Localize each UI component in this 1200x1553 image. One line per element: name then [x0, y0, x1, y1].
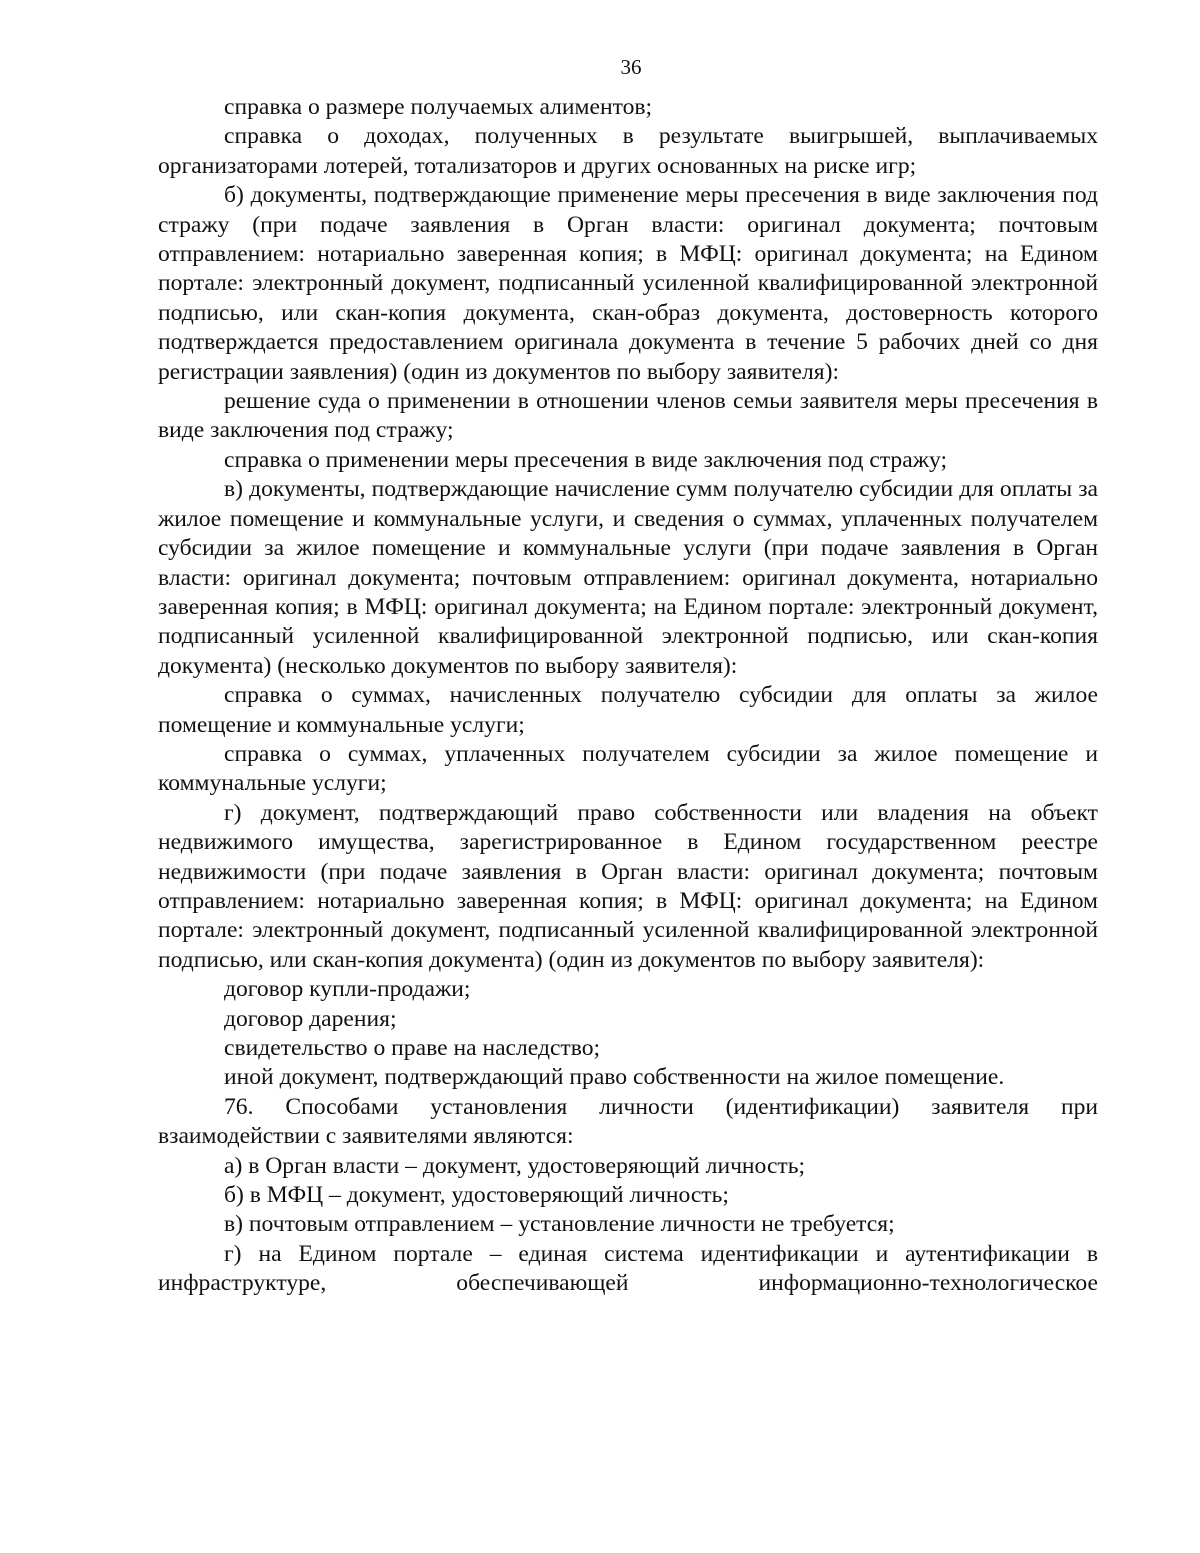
- paragraph-court-decision: решение суда о применении в отношении членов семьи заявителя меры пресечения в виде заключения под стражу;: [158, 388, 1098, 444]
- paragraph-item-v-subsidy-documents: в) документы, подтверждающие начисление сумм получателю субсидии для оплаты за жилое помещение и коммунальные услуги, и сведения о суммах, уплаченных получателем субсидии за жилое помещение и коммунальные услуги (при подаче заявления в Орган власти: оригинал документа; почтовым отправлением: оригинал документа, нотариально заверенная копия; в МФЦ: оригинал документа; на Едином портале: электронный документ, подписанный усиленной квалифицированной электронной подписью, или скан-копия документа) (несколько документов по выбору заявителя):: [158, 476, 1098, 679]
- document-body: [158, 93, 1098, 1299]
- paragraph-paid-sums-certificate: справка о суммах, уплаченных получателем субсидии за жилое помещение и коммунальные услуги;: [158, 740, 1098, 797]
- page-number: 36: [620, 55, 642, 79]
- paragraph-sale-contract: договор купли-продажи;: [224, 976, 471, 1003]
- paragraph-identification-mfc: б) в МФЦ – документ, удостоверяющий личность;: [224, 1182, 729, 1209]
- paragraph-identification-portal: г) на Едином портале – единая система идентификации и аутентификации в инфраструктуре, обеспечивающей информационно-технологическое: [158, 1240, 1098, 1297]
- paragraph-gift-contract: договор дарения;: [224, 1005, 397, 1032]
- paragraph-identification-post: в) почтовым отправлением – установление личности не требуется;: [224, 1211, 895, 1238]
- paragraph-inheritance-certificate: свидетельство о праве на наследство;: [224, 1035, 601, 1061]
- paragraph-lottery-income-certificate: справка о доходах, полученных в результате выигрышей, выплачиваемых организаторами лотерей, тотализаторов и других основанных на риске игр;: [158, 123, 1098, 179]
- paragraph-item-g-ownership-document: г) документ, подтверждающий право собственности или владения на объект недвижимого имущества, зарегистрированное в Едином государственном реестре недвижимости (при подаче заявления в Орган власти: оригинал документа; почтовым отправлением: нотариально заверенная копия; в МФЦ: оригинал документа; на Едином портале: электронный документ, подписанный усиленной квалифицированной электронной подписью, или скан-копия документа) (один из документов по выбору заявителя):: [158, 799, 1098, 973]
- paragraph-accrued-sums-certificate: справка о суммах, начисленных получателю субсидии для оплаты за жилое помещение и коммунальные услуги;: [158, 682, 1098, 738]
- paragraph-other-ownership-document: иной документ, подтверждающий право собственности на жилое помещение.: [224, 1064, 1005, 1091]
- paragraph-detention-certificate: справка о применении меры пресечения в виде заключения под стражу;: [224, 446, 948, 473]
- paragraph-identification-authority: а) в Орган власти – документ, удостоверяющий личность;: [224, 1152, 806, 1179]
- paragraph-76-identification-methods: 76. Способами установления личности (идентификации) заявителя при взаимодействии с заявителями являются:: [158, 1093, 1098, 1150]
- paragraph-item-b-detention-documents: б) документы, подтверждающие применение меры пресечения в виде заключения под стражу (при подаче заявления в Орган власти: оригинал документа; почтовым отправлением: нотариально заверенная копия; в МФЦ: оригинал документа; на Едином портале: электронный документ, подписанный усиленной квалифицированной электронной подписью, или скан-копия документа, скан-образ документа, достоверность которого подтверждается предоставлением оригинала документа в течение 5 рабочих дней со дня регистрации заявления) (один из документов по выбору заявителя):: [158, 182, 1098, 385]
- paragraph-alimony-certificate: справка о размере получаемых алиментов;: [224, 94, 653, 120]
